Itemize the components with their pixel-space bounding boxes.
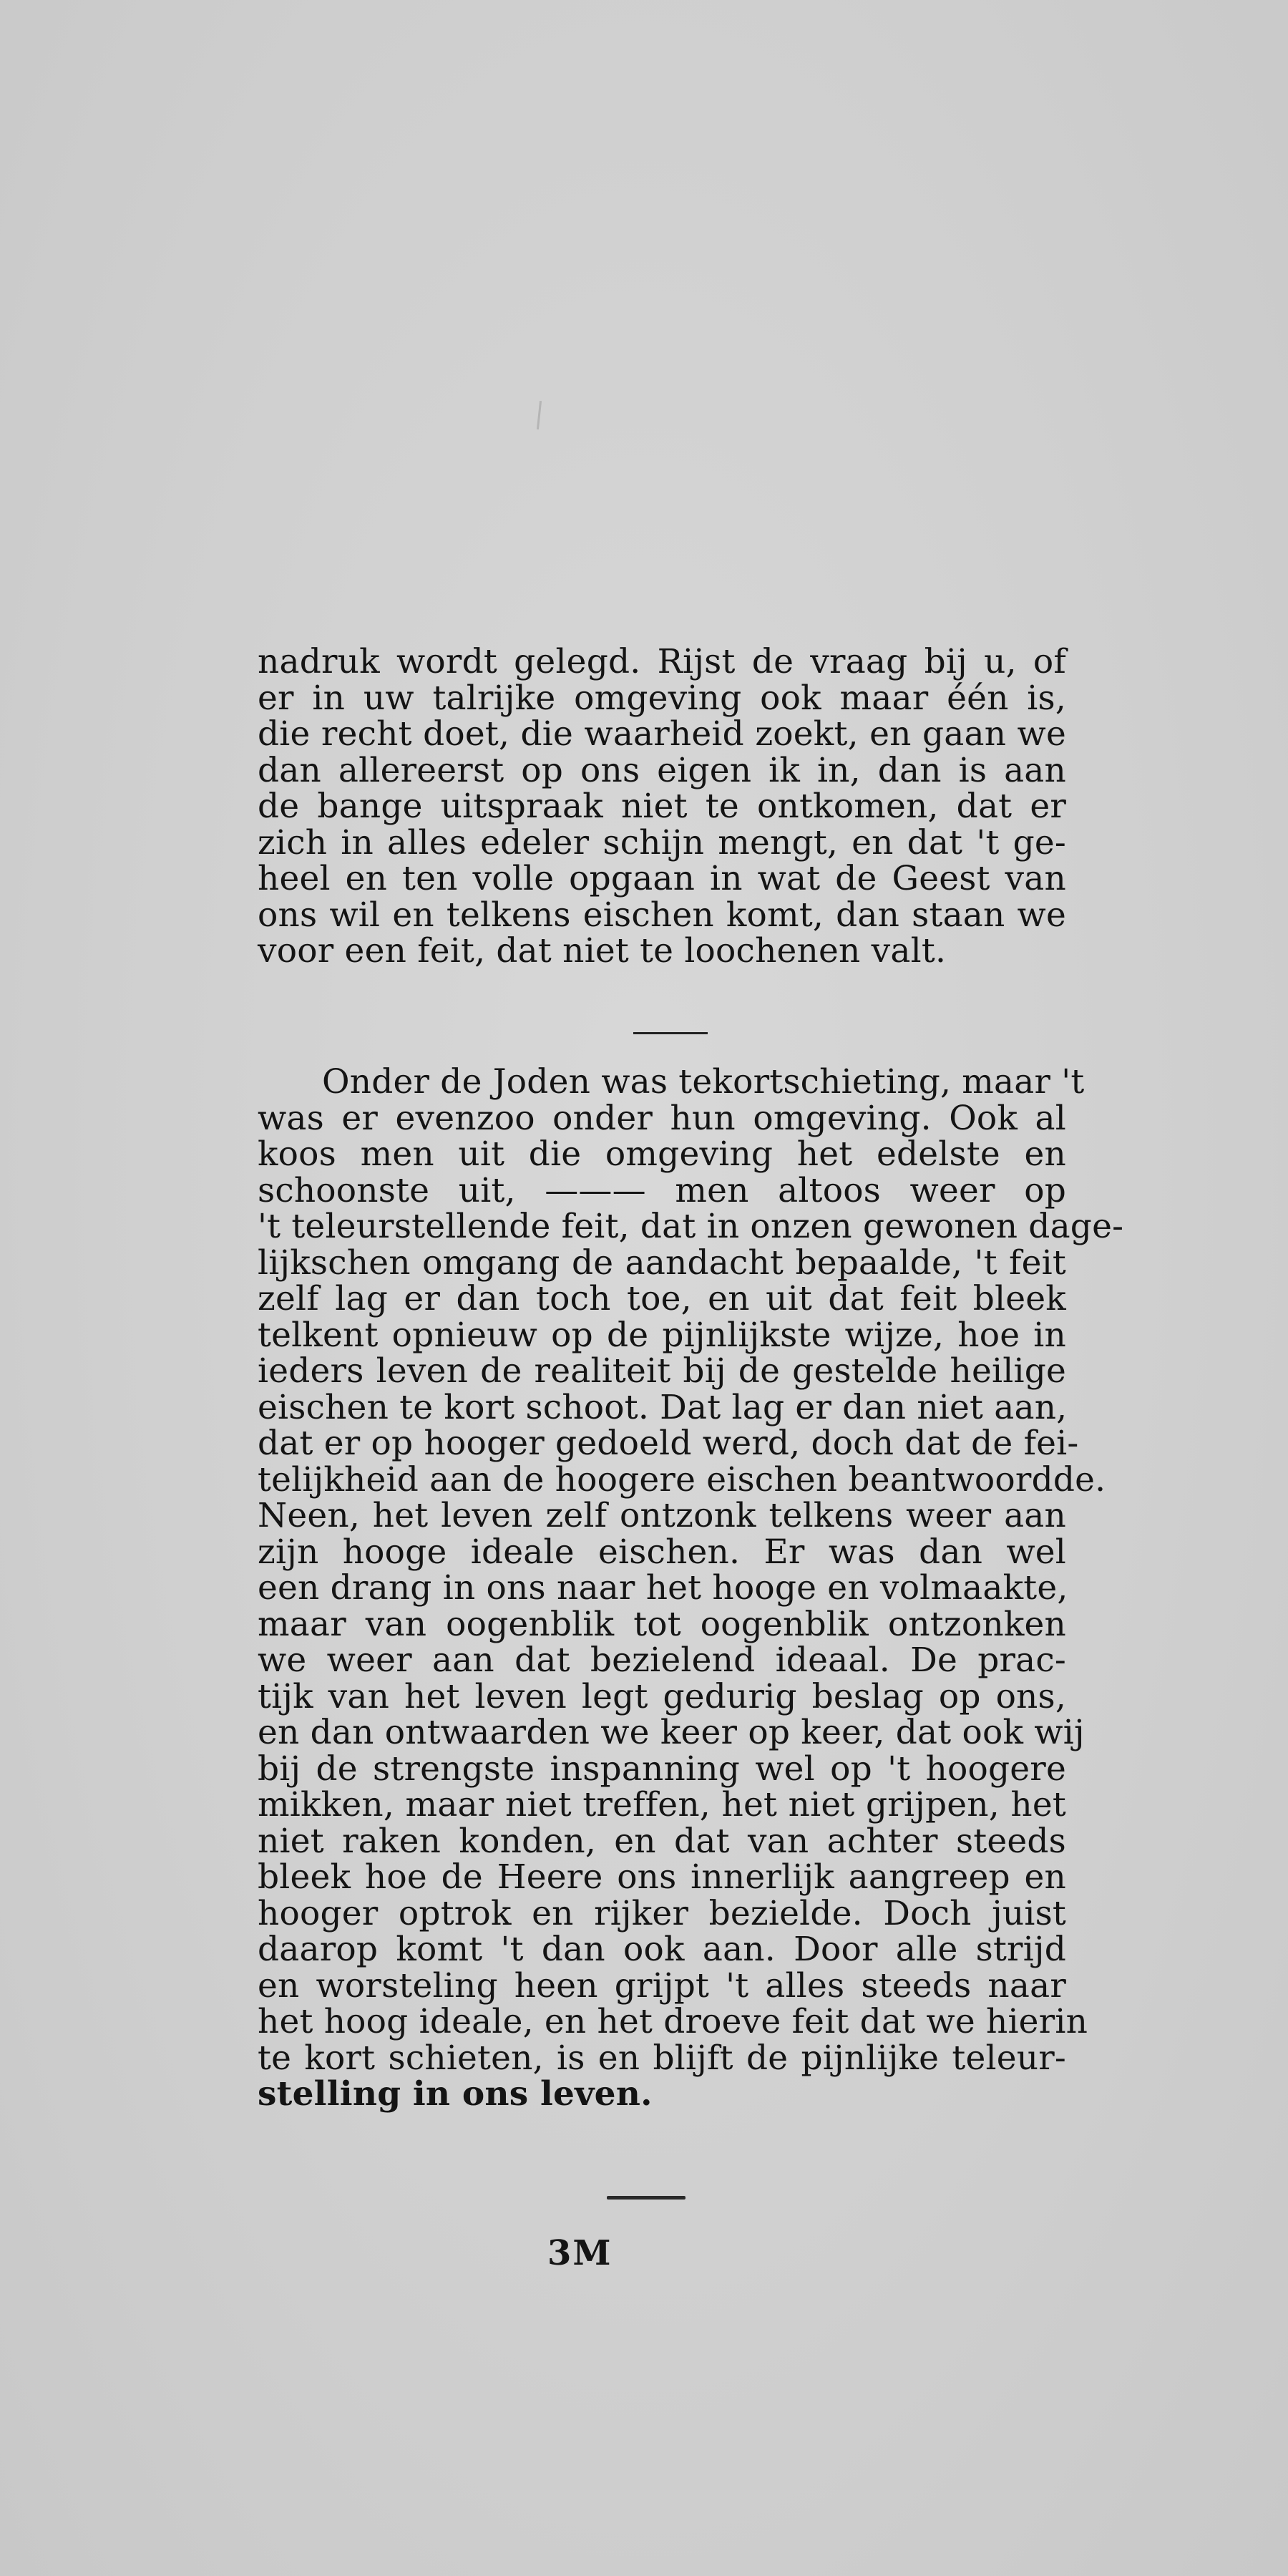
text-line: zelf lag er dan toch toe, en uit dat feit bleek <box>258 1279 1066 1318</box>
text-line: zijn hooge ideale eischen. Er was dan wel <box>258 1532 1066 1572</box>
end-separator <box>607 2196 686 2200</box>
text-line: hooger optrok en rijker bezielde. Doch juist <box>258 1893 1066 1933</box>
text-line: een drang in ons naar het hooge en volmaakte, <box>258 1568 1068 1608</box>
section-separator <box>633 1032 708 1034</box>
text-line: eischen te kort schoot. Dat lag er dan niet aan, <box>258 1387 1068 1427</box>
text-line: niet raken konden, en dat van achter steeds <box>258 1821 1066 1861</box>
text-line: ons wil en telkens eischen komt, dan staan we <box>258 895 1066 935</box>
text-line: mikken, maar niet treffen, het niet grijpen, het <box>258 1785 1066 1824</box>
text-line: telkent opnieuw op de pijnlijkste wijze, hoe in <box>258 1315 1066 1355</box>
text-line: nadruk wordt gelegd. Rijst de vraag bij u, of <box>258 642 1066 681</box>
text-line: we weer aan dat bezielend ideaal. De prac- <box>258 1641 1066 1680</box>
text-line: zich in alles edeler schijn mengt, en dat 't ge- <box>258 822 1066 862</box>
text-line: het hoog ideale, en het droeve feit dat we hierin <box>258 2002 1088 2041</box>
text-line: koos men uit die omgeving het edelste en <box>258 1134 1066 1174</box>
text-line: en dan ontwaarden we keer op keer, dat ook wij <box>258 1713 1085 1752</box>
text-line: 't teleurstellende feit, dat in onzen gewonen dage- <box>258 1207 1124 1246</box>
text-line: dat er op hooger gedoeld werd, doch dat de fei- <box>258 1424 1079 1463</box>
text-line: stelling in ons leven. <box>258 2074 653 2114</box>
text-line: lijkschen omgang de aandacht bepaalde, 't feit <box>258 1243 1066 1283</box>
text-line: er in uw talrijke omgeving ook maar één is, <box>258 678 1066 718</box>
text-line: ieders leven de realiteit bij de gestelde heilige <box>258 1351 1066 1391</box>
paragraph-2 <box>258 1062 1124 2114</box>
text-line: de bange uitspraak niet te ontkomen, dat er <box>258 787 1066 826</box>
text-line: daarop komt 't dan ook aan. Door alle strijd <box>258 1930 1066 1969</box>
text-line: voor een feit, dat niet te loochenen valt. <box>258 931 947 971</box>
text-line: Neen, het leven zelf ontzonk telkens weer aan <box>258 1496 1066 1535</box>
text-line: Onder de Joden was tekortschieting, maar 't <box>322 1062 1085 1102</box>
text-line: maar van oogenblik tot oogenblik ontzonken <box>258 1604 1066 1644</box>
text-line: bleek hoe de Heere ons innerlijk aangreep en <box>258 1857 1066 1897</box>
text-line: bij de strengste inspanning wel op 't hoogere <box>258 1749 1066 1789</box>
text-line: die recht doet, die waarheid zoekt, en gaan we <box>258 714 1066 754</box>
text-line: dan allereerst op ons eigen ik in, dan is aan <box>258 750 1066 790</box>
paragraph-1 <box>258 644 1066 970</box>
text-line: tijk van het leven legt gedurig beslag op ons, <box>258 1676 1066 1716</box>
text-line: was er evenzoo onder hun omgeving. Ook al <box>258 1098 1066 1138</box>
text-line: en worsteling heen grijpt 't alles steeds naar <box>258 1965 1066 2006</box>
text-line: schoonste uit, ——— men altoos weer op <box>258 1170 1066 1210</box>
stray-ink-mark <box>537 401 542 429</box>
signature: 3M <box>547 2233 613 2273</box>
text-line: te kort schieten, is en blijft de pijnlijke teleur- <box>258 2038 1066 2078</box>
text-line: heel en ten volle opgaan in wat de Geest van <box>258 859 1066 898</box>
text-line: telijkheid aan de hoogere eischen beantwoordde. <box>258 1459 1106 1500</box>
